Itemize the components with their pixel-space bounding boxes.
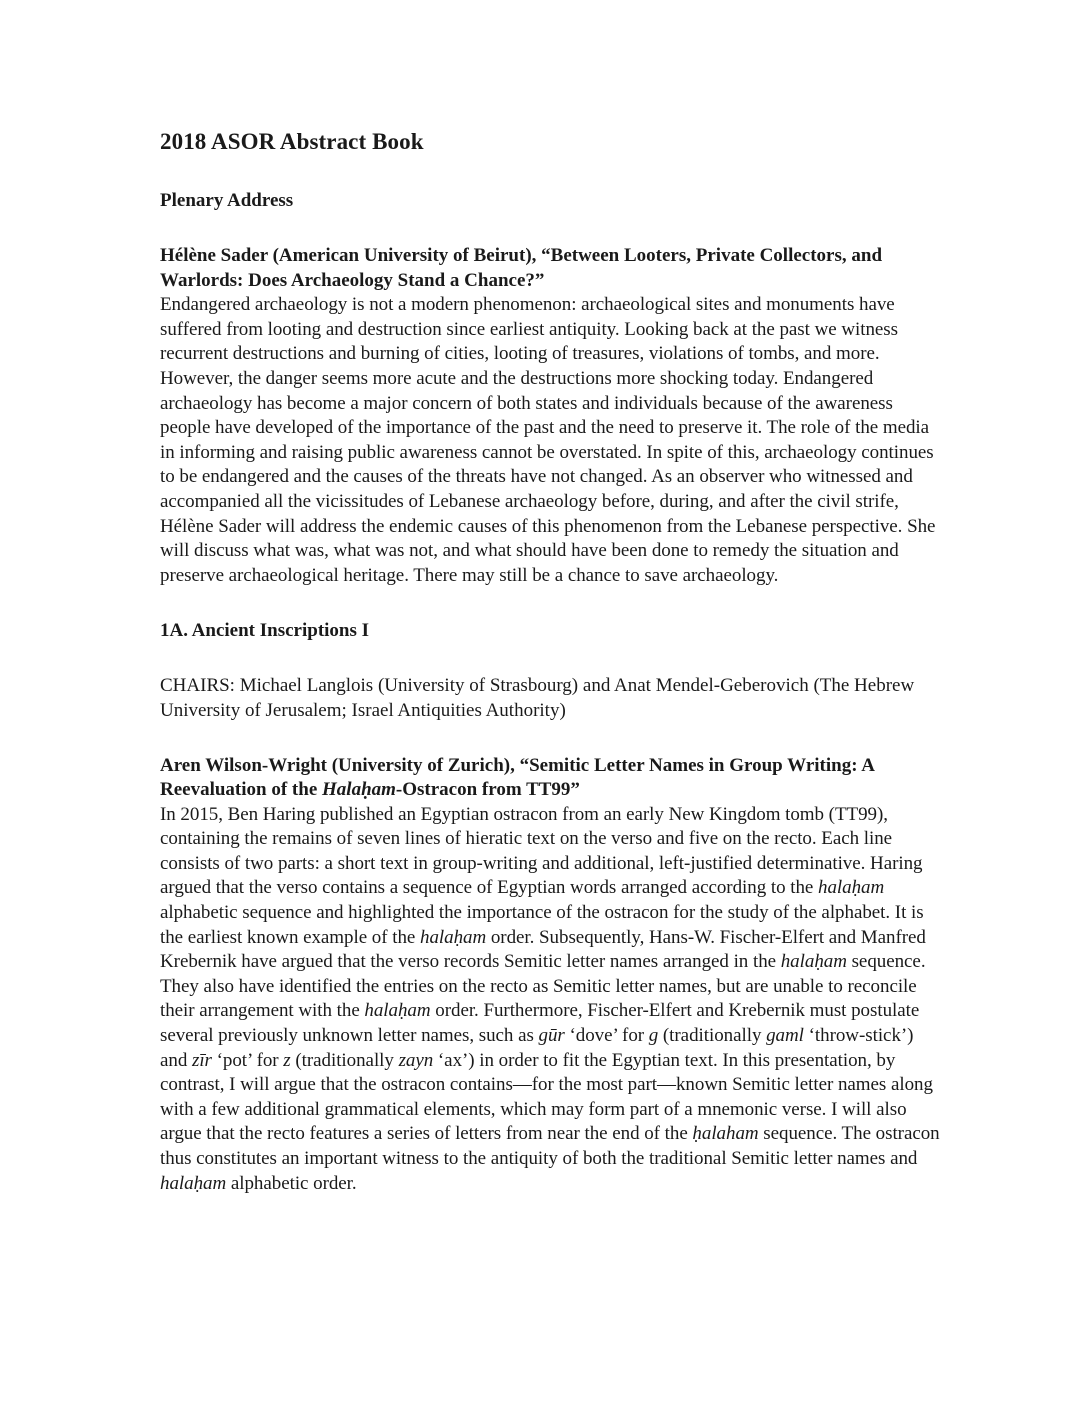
- italic-term: zīr: [191, 1049, 212, 1071]
- body-text-run: (traditionally: [290, 1049, 399, 1071]
- italic-term: z: [283, 1049, 291, 1071]
- body-text-run: ‘ax’) in order to fit the Egyptian text. In this presentation, by contrast, I will argue that the ostracon contains—for the most part—known Semitic letter names along with a few additional grammatical elements, which may form part of a mnemonic verse. I will also argue that the recto features a series of letters from near the end of the: [160, 1049, 933, 1145]
- italic-term: gūr: [538, 1025, 565, 1047]
- session-heading: 1A. Ancient Inscriptions I: [160, 620, 370, 642]
- body-text-run: alphabetic sequence and highlighted the importance of the ostracon for the study of the alphabet. It is the earliest known example of the: [160, 902, 924, 948]
- heading-text: Aren Wilson-Wright (University of Zurich), “Semitic Letter Names in Group Writing: A Reevaluation of the: [160, 754, 874, 801]
- plenary-section-heading: Plenary Address: [160, 190, 294, 211]
- body-text-run: ‘dove’ for: [564, 1025, 649, 1047]
- italic-term: gaml: [766, 1025, 804, 1047]
- abstract-heading: Hélène Sader (American University of Beirut), “Between Looters, Private Collectors, and Warlords: Does Archaeology Stand a Chance?”: [160, 245, 883, 291]
- italic-term: halaḥam: [420, 926, 487, 948]
- italic-term: halaḥam: [818, 877, 885, 899]
- italic-term: g: [648, 1025, 659, 1047]
- body-text-run: In 2015, Ben Haring published an Egyptian ostracon from an early New Kingdom tomb (TT99), containing the remains of seven lines of hieratic text on the verso and five on the recto. Each line consists of two parts: a short text in group-writing and additional, left-justified determinative. Haring argued that the verso contains a sequence of Egyptian words arranged according to the: [160, 803, 923, 899]
- body-text-run: ‘pot’ for: [211, 1049, 284, 1071]
- document-title: 2018 ASOR Abstract Book: [160, 129, 424, 154]
- heading-text: -Ostracon from TT99”: [395, 779, 580, 801]
- body-text-run: (traditionally: [658, 1025, 767, 1047]
- italic-term: halaḥam: [160, 1172, 227, 1194]
- plenary-abstract: [160, 244, 940, 588]
- body-text-run: order. Furthermore, Fischer-Elfert and Krebernik must postulate several previously unknown letter names, such as: [160, 1000, 920, 1047]
- abstract-body: [160, 803, 940, 1197]
- heading-italic-term: Halaḥam: [322, 779, 396, 801]
- session-chairs: CHAIRS: Michael Langlois (University of Strasbourg) and Anat Mendel-Geberovich (The Hebrew University of Jerusalem; Israel Antiquities Authority): [160, 675, 915, 721]
- body-text-run: sequence. The ostracon thus constitutes an important witness to the antiquity of both the traditional Semitic letter names and: [160, 1123, 940, 1169]
- document-page: [160, 126, 940, 1226]
- italic-term: halaḥam: [364, 1000, 431, 1022]
- abstract-body: Endangered archaeology is not a modern phenomenon: archaeological sites and monuments have suffered from looting and destruction since earliest antiquity. Looking back at the past we witness recurrent destructions and burning of cities, looting of treasures, violations of tombs, and more. However, the danger seems more acute and the destructions more shocking today. Endangered archaeology has become a major concern of both states and individuals because of the awareness people have developed of the importance of the past and the need to preserve it. The role of the media in informing and raising public awareness cannot be overstated. In spite of this, archaeology continues to be endangered and the causes of the threats have not changed. As an observer who witnessed and accompanied all the vicissitudes of Lebanese archaeology before, during, and after the civil strife, Hélène Sader will address the endemic causes of this phenomenon from the Lebanese perspective. She will discuss what was, what was not, and what should have been done to remedy the situation and preserve archaeological heritage. There may still be a chance to save archaeology.: [160, 294, 936, 586]
- body-text-run: sequence. They also have identified the entries on the recto as Semitic letter names, but are unable to reconcile their arrangement with the: [160, 951, 926, 1022]
- session-abstract: [160, 754, 940, 1197]
- italic-term: zayn: [398, 1049, 434, 1071]
- body-text-run: alphabetic order.: [226, 1172, 357, 1194]
- body-text-run: ‘throw-stick’) and: [160, 1025, 914, 1071]
- italic-term: halaḥam: [780, 951, 847, 973]
- italic-term: ḥalaham: [692, 1123, 759, 1145]
- abstract-heading: [160, 754, 940, 803]
- body-text-run: order. Subsequently, Hans-W. Fischer-Elfert and Manfred Krebernik have argued that the verso records Semitic letter names arranged in the: [160, 926, 926, 973]
